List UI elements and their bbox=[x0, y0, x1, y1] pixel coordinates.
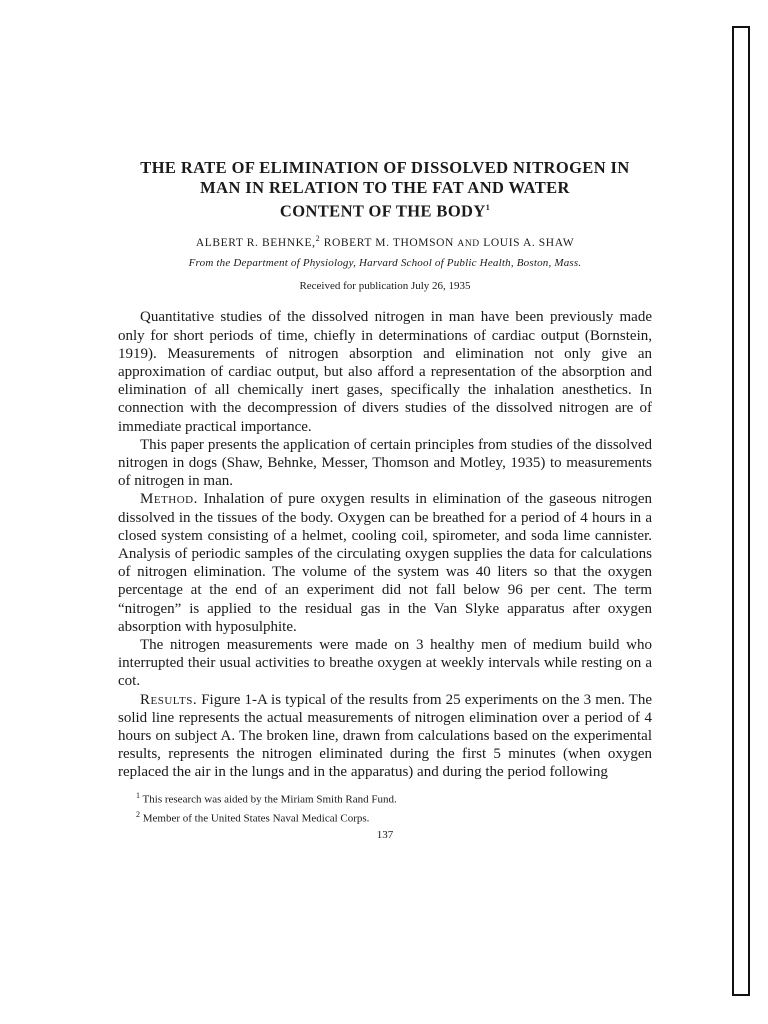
paragraph-method: Method. Inhalation of pure oxygen results in elimination of the gaseous nitrogen dissolved in the tissues of the body. Oxygen can be breathed for a period of 4 hours in a closed system consisting of a helmet, cooling coil, spirometer, and soda lime cannister. Analysis of periodic samples of the circulating oxygen supplies the data for calculations of nitrogen elimination. The volume of the system was 40 liters so that the oxygen percentage at the end of an experiment did not fall below 96 per cent. The term “nitrogen” is applied to the residual gas in the Van Slyke apparatus after oxygen absorption with hyposulphite. bbox=[118, 491, 652, 635]
paragraph-principles: This paper presents the application of certain principles from studies of the dissolved nitrogen in dogs (Shaw, Behnke, Messer, Thomson and Motley, 1935) to measurements of nitrogen in man. bbox=[118, 436, 652, 490]
title-line: MAN IN RELATION TO THE FAT AND WATER bbox=[200, 178, 570, 197]
title-line: THE RATE OF ELIMINATION OF DISSOLVED NITROGEN IN bbox=[140, 158, 630, 177]
author-footnote-mark: 2 bbox=[315, 233, 321, 243]
footnotes bbox=[118, 788, 652, 827]
paragraph-intro: Quantitative studies of the dissolved nitrogen in man have been previously made only for short periods of time, chiefly in determinations of cardiac output (Bornstein, 1919). Measurements of nitrogen absorption and elimination not only give an approximation of cardiac output, but also afford a representation of the absorption and elimination of all chemically inert gases, specifically the inhalation anesthetics. In connection with the decompression of divers studies of the dissolved nitrogen are of immediate practical importance. bbox=[118, 309, 652, 435]
affiliation: From the Department of Physiology, Harvard School of Public Health, Boston, Mass. bbox=[188, 257, 582, 270]
section-heading-results: Results. bbox=[140, 691, 198, 708]
body-text bbox=[118, 308, 652, 781]
article-title bbox=[118, 158, 652, 222]
authors: ALBERT R. BEHNKE,$^2$ ROBERT M. THOMSON AND LOUIS A. SHAW bbox=[195, 233, 575, 249]
paragraph-subjects: The nitrogen measurements were made on 3 healthy men of medium build who interrupted their usual activities to breathe oxygen at weekly intervals while resting on a cot. bbox=[118, 636, 652, 690]
received-date: Received for publication July 26, 1935 bbox=[299, 280, 471, 293]
page-edge-border bbox=[732, 26, 750, 996]
title-line: CONTENT OF THE BODY$^1$ bbox=[279, 201, 491, 221]
section-heading-method: Method. bbox=[140, 491, 198, 508]
paragraph-results: Results. Figure 1-A is typical of the results from 25 experiments on the 3 men. The solid line represents the actual measurements of nitrogen elimination over a period of 4 hours on subject A. The broken line, drawn from calculations based on the experimental results, represents the nitrogen eliminated during the first 5 minutes (when oxygen replaced the air in the lungs and in the apparatus) and during the period following bbox=[118, 691, 652, 781]
footnote: $^1$ This research was aided by the Miriam Smith Rand Fund. bbox=[136, 790, 397, 806]
page-number: 137 bbox=[376, 828, 394, 841]
footnote: $^2$ Member of the United States Naval Medical Corps. bbox=[136, 810, 370, 825]
article bbox=[118, 158, 652, 841]
title-footnote-mark: 1 bbox=[485, 203, 491, 212]
